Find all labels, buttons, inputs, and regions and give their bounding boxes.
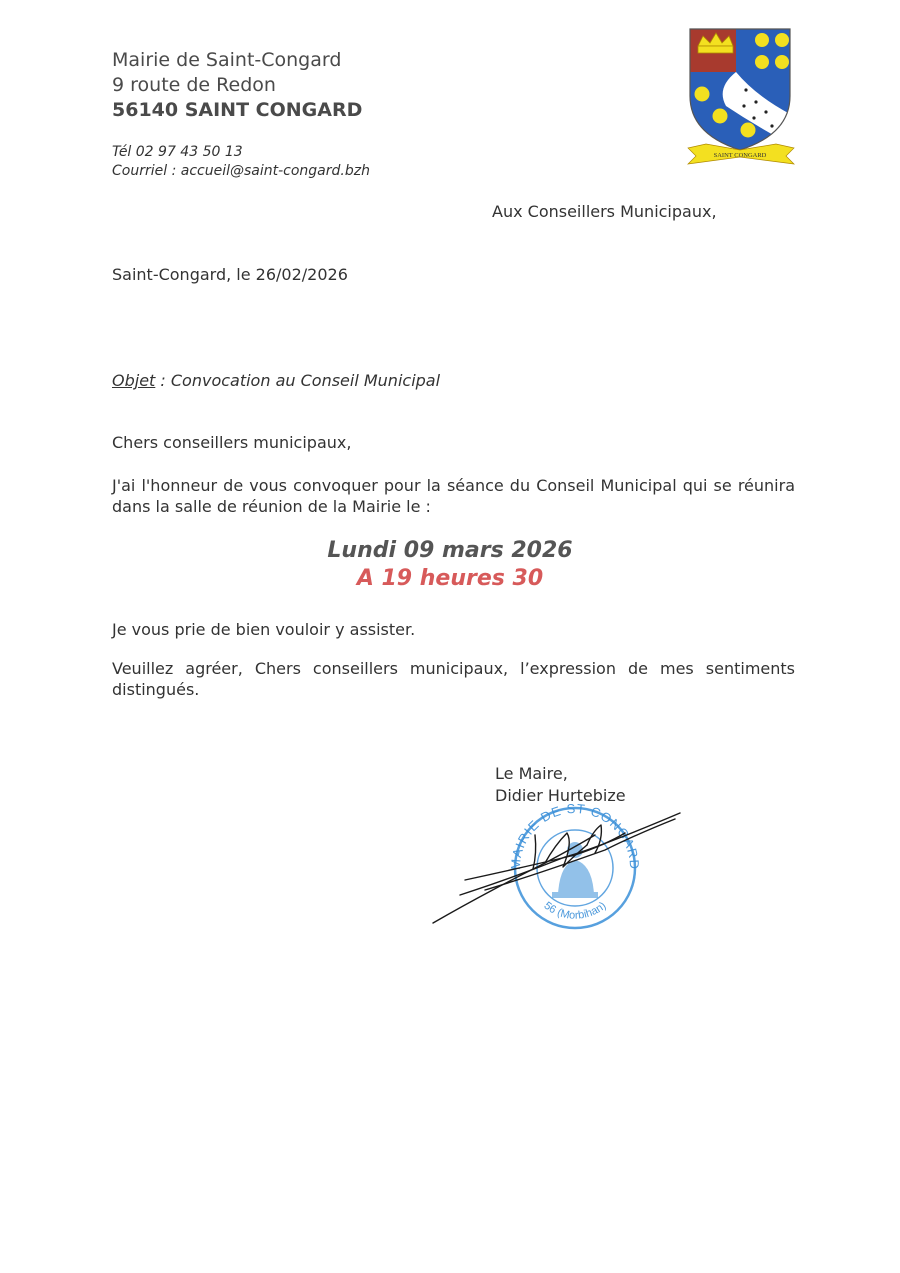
paragraph-convocation: J'ai l'honneur de vous convoquer pour la séance du Conseil Municipal qui se réunira dans la salle de réunion de la Mairie le : xyxy=(112,476,795,516)
subject-separator: : xyxy=(155,371,171,390)
sender-name: Mairie de Saint-Congard xyxy=(112,49,342,71)
meeting-time: A 19 heures 30 xyxy=(356,566,544,591)
contact-block xyxy=(112,143,370,181)
signatory-title: Le Maire, xyxy=(495,764,568,783)
subject-text: Convocation au Conseil Municipal xyxy=(170,371,441,390)
meeting-date: Lundi 09 mars 2026 xyxy=(327,538,573,563)
subject-label: Objet xyxy=(112,371,156,390)
sender-block xyxy=(112,48,362,123)
stamp-text-top: MAIRIE DE ST CONGARD xyxy=(507,802,643,871)
recipient-line: Aux Conseillers Municipaux, xyxy=(492,202,717,221)
subject-line xyxy=(112,371,440,390)
sender-phone: Tél 02 97 43 50 13 xyxy=(112,144,243,160)
sender-email: Courriel : accueil@saint-congard.bzh xyxy=(112,163,370,179)
closing-paragraph: Veuillez agréer, Chers conseillers municipaux, l’expression de mes sentiments distingués. xyxy=(112,659,795,699)
signature-block xyxy=(495,763,626,807)
signatory-name: Didier Hurtebize xyxy=(495,786,626,805)
greeting: Chers conseillers municipaux, xyxy=(112,433,352,452)
handwritten-signature xyxy=(425,805,685,930)
coat-of-arms-logo xyxy=(686,26,798,166)
stamp-text-bottom: 56 (Morbihan) xyxy=(541,899,609,922)
sender-city: 56140 SAINT CONGARD xyxy=(112,99,363,121)
paragraph-attendance: Je vous prie de bien vouloir y assister. xyxy=(112,620,416,639)
sender-street: 9 route de Redon xyxy=(112,74,276,96)
crest-ribbon-text: SAINT CONGARD xyxy=(713,152,767,159)
date-line: Saint-Congard, le 26/02/2026 xyxy=(112,265,348,284)
